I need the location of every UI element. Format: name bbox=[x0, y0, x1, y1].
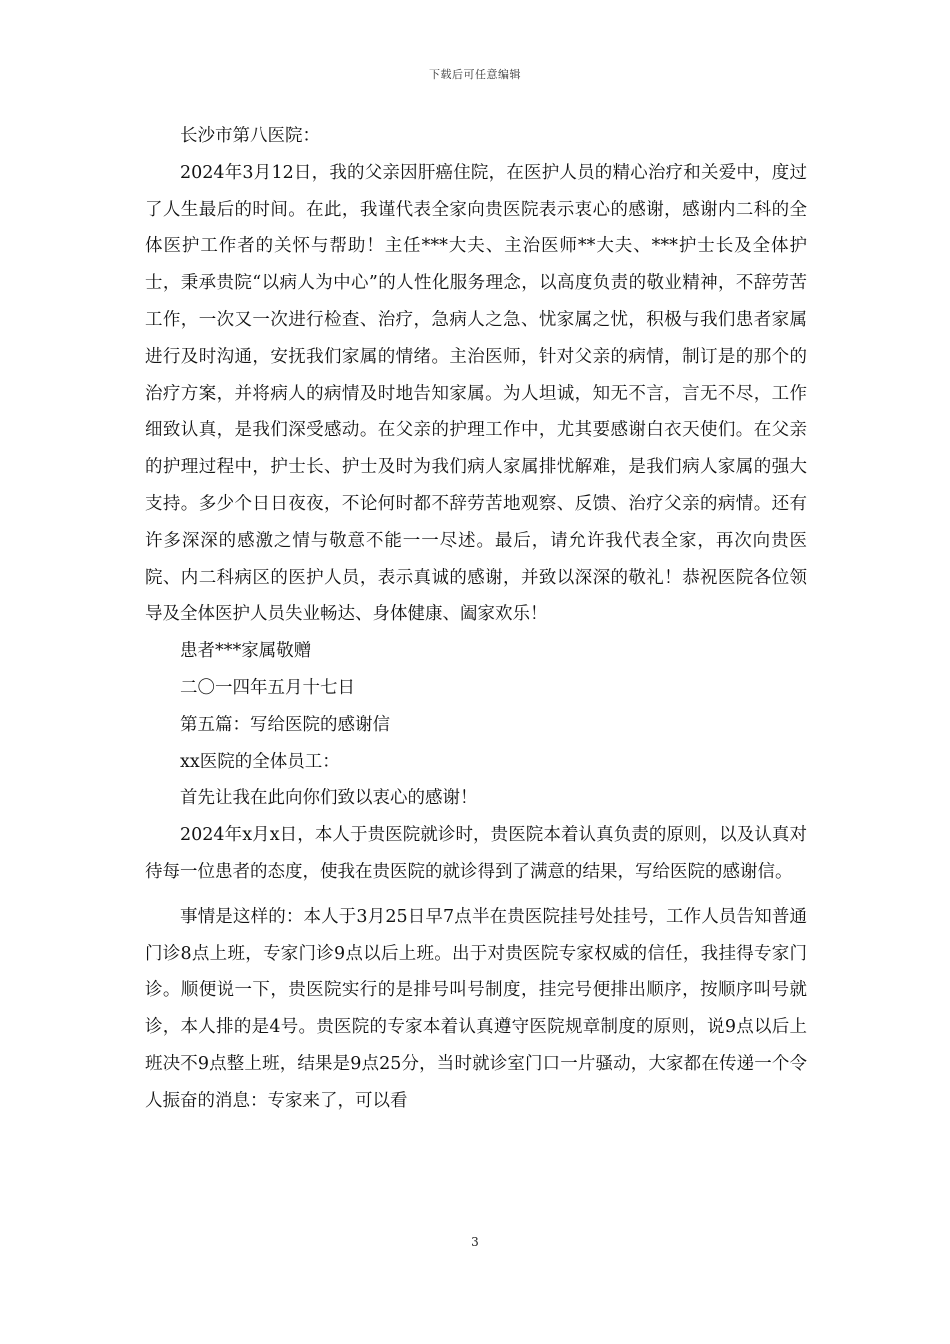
page-number: 3 bbox=[471, 1235, 479, 1249]
letter-paragraph: 2024年3月12日，我的父亲因肝癌住院，在医护人员的精心治疗和关爱中，度过了人生最后的时间。在此，我谨代表全家向贵医院表示衷心的感谢，感谢内二科的全体医护工作者的关怀与帮助！主任***大夫、主治医师**大夫、***护士长及全体护士，秉承贵院“以病人为中心”的人性化服务理念，以高度负责的敬业精神，不辞劳苦工作，一次又一次进行检查、治疗，急病人之急、忧家属之忧，积极与我们患者家属进行及时沟通，安抚我们家属的情绪。主治医师，针对父亲的病情，制订是的那个的治疗方案，并将病人的病情及时地告知家属。为人坦诚，知无不言，言无不尽，工作细致认真，是我们深受感动。在父亲的护理工作中，尤其要感谢白衣天使们。在父亲的护理过程中，护士长、护士及时为我们病人家属排忧解难，是我们病人家属的强大支持。多少个日日夜夜，不论何时都不辞劳苦地观察、反馈、治疗父亲的病情。还有许多深深的感激之情与敬意不能一一尽述。最后，请允许我代表全家，再次向贵医院、内二科病区的医护人员，表示真诚的感谢，并致以深深的敬礼！恭祝医院各位领导及全体医护人员失业畅达、身体健康、阖家欢乐！ bbox=[145, 162, 807, 625]
section-title: 第五篇：写给医院的感谢信 bbox=[180, 714, 390, 735]
letter-paragraph-2: 2024年x月x日，本人于贵医院就诊时，贵医院本着认真负责的原则，以及认真对待每一位患者的态度，使我在贵医院的就诊得到了满意的结果，写给医院的感谢信。 bbox=[145, 825, 807, 882]
signature-line: 患者***家属敬赠 bbox=[180, 641, 312, 662]
letter-body bbox=[145, 118, 807, 1120]
date-line: 二〇一四年五月十七日 bbox=[180, 677, 355, 698]
letter-paragraph-3: 事情是这样的：本人于3月25日早7点半在贵医院挂号处挂号，工作人员告知普通门诊8点上班，专家门诊9点以后上班。出于对贵医院专家权威的信任，我挂得专家门诊。顺便说一下，贵医院实行的是排号叫号制度，挂完号便排出顺序，按顺序叫号就诊，本人排的是4号。贵医院的专家本着认真遵守医院规章制度的原则，说9点以后上班决不9点整上班，结果是9点25分，当时就诊室门口一片骚动，大家都在传递一个令人振奋的消息：专家来了，可以看 bbox=[145, 906, 807, 1111]
salutation-2: xx医院的全体员工： bbox=[180, 751, 340, 772]
opening-line: 首先让我在此向你们致以衷心的感谢！ bbox=[180, 788, 478, 809]
header-note: 下载后可任意编辑 bbox=[429, 68, 521, 81]
salutation: 长沙市第八医院： bbox=[180, 126, 320, 146]
